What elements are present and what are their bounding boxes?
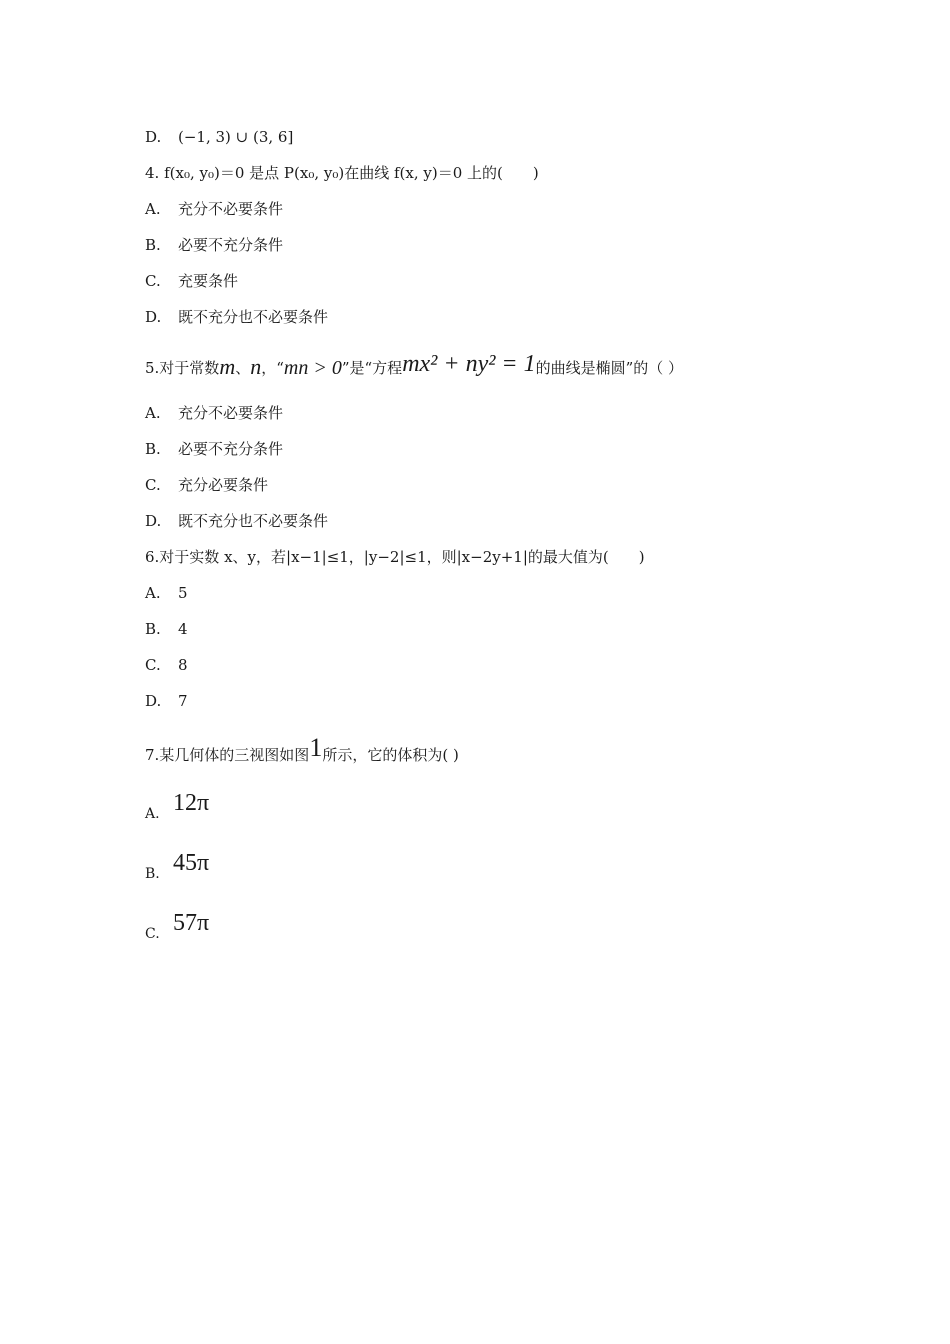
option-letter: D. — [145, 128, 162, 146]
option-letter: A. — [145, 806, 160, 822]
q7-suffix: 所示，它的体积为( ) — [322, 746, 459, 764]
q5-option-d — [145, 511, 328, 531]
q5-suffix: 的曲线是椭圆”的（ ） — [535, 359, 684, 377]
option-text: 必要不充分条件 — [178, 236, 284, 254]
q5-separator: 、 — [235, 359, 251, 377]
q5-mid: ”是“方程 — [341, 359, 403, 377]
option-letter: C. — [145, 656, 161, 674]
option-text: 既不充分也不必要条件 — [178, 512, 329, 530]
q4-option-c — [145, 271, 238, 291]
q6-stem: 6.对于实数 x、y，若|x−1|≤1，|y−2|≤1，则|x−2y+1|的最大值为( ) — [145, 548, 645, 566]
option-letter: B. — [145, 440, 161, 458]
option-text: 充要条件 — [178, 272, 239, 290]
option-letter: D. — [145, 308, 162, 326]
q5-prefix: 5.对于常数 — [145, 359, 220, 377]
option-letter: B. — [145, 620, 161, 638]
q5-option-b — [145, 439, 283, 459]
option-text: 充分不必要条件 — [178, 404, 284, 422]
q5-equation — [402, 351, 535, 377]
option-value: 12π — [173, 790, 210, 816]
q4-option-a — [145, 199, 283, 219]
option-value: 45π — [173, 850, 210, 876]
option-letter: A. — [145, 584, 161, 602]
option-text: 4 — [178, 620, 188, 638]
q7-figure-number: 1 — [309, 733, 323, 762]
q6-option-d — [145, 691, 188, 711]
q5-var-n: n — [250, 354, 262, 379]
option-text: (−1, 3) ∪ (3, 6] — [178, 128, 294, 146]
option-value: 57π — [173, 910, 210, 936]
q7-option-c — [145, 908, 209, 949]
option-text: 既不充分也不必要条件 — [178, 308, 329, 326]
q6-option-c — [145, 655, 188, 675]
q7-option-a — [145, 788, 209, 829]
q5-condition: mn > 0 — [283, 357, 342, 379]
q5-equation-text: mx² + ny² = 1 — [402, 351, 536, 377]
q7-prefix: 7.某几何体的三视图如图 — [145, 746, 310, 764]
option-letter: B. — [145, 236, 161, 254]
option-text: 5 — [178, 584, 188, 602]
q5-comma: ，“ — [261, 359, 284, 377]
option-text: 8 — [178, 656, 188, 674]
q4-stem: 4. f(x₀, y₀)＝0 是点 P(x₀, y₀)在曲线 f(x, y)＝0 上的( ) — [145, 164, 539, 182]
q5-option-a — [145, 403, 283, 423]
option-text: 必要不充分条件 — [178, 440, 284, 458]
option-letter: D. — [145, 512, 162, 530]
q3-option-d — [145, 127, 293, 147]
option-letter: B. — [145, 866, 160, 882]
q5-stem — [145, 350, 683, 382]
q4-option-d — [145, 307, 328, 327]
q5-option-c — [145, 475, 268, 495]
q5-var-m: m — [219, 354, 236, 379]
option-text: 充分必要条件 — [178, 476, 269, 494]
option-text: 7 — [178, 692, 188, 710]
q7-stem — [145, 734, 459, 769]
option-text: 充分不必要条件 — [178, 200, 284, 218]
option-letter: A. — [145, 404, 161, 422]
option-letter: C. — [145, 926, 160, 942]
option-letter: C. — [145, 272, 161, 290]
q7-option-b — [145, 848, 209, 889]
option-letter: C. — [145, 476, 161, 494]
q6-option-b — [145, 619, 188, 639]
q6-option-a — [145, 583, 188, 603]
option-letter: D. — [145, 692, 162, 710]
q4-option-b — [145, 235, 283, 255]
option-letter: A. — [145, 200, 161, 218]
